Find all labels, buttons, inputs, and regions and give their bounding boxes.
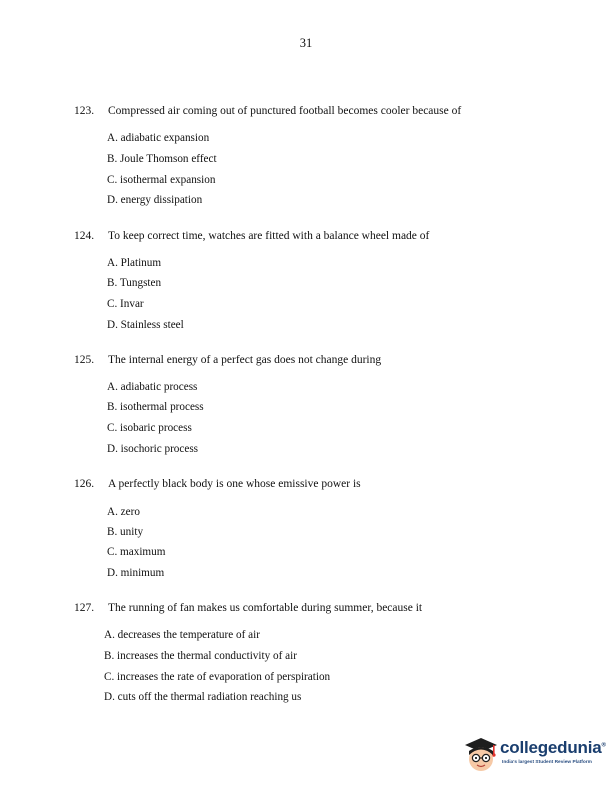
option-a: A. zero xyxy=(107,506,140,518)
option-b: B. Joule Thomson effect xyxy=(107,153,217,165)
page-number: 31 xyxy=(299,36,313,50)
question-number: 127. xyxy=(74,602,95,614)
option-c: C. isothermal expansion xyxy=(107,174,216,186)
option-d: D. minimum xyxy=(107,567,165,579)
option-d: D. isochoric process xyxy=(107,443,199,455)
logo-trademark: ® xyxy=(601,742,606,749)
option-c: C. increases the rate of evaporation of perspiration xyxy=(104,671,331,683)
option-a: A. decreases the temperature of air xyxy=(104,629,260,641)
question-number: 125. xyxy=(74,354,95,366)
question-number: 126. xyxy=(74,478,95,490)
question-number: 124. xyxy=(74,230,95,242)
question-text: To keep correct time, watches are fitted with a balance wheel made of xyxy=(108,230,430,242)
collegedunia-logo xyxy=(462,735,606,780)
option-c: C. isobaric process xyxy=(107,422,192,434)
question-text: The internal energy of a perfect gas does not change during xyxy=(108,354,382,366)
question-text: Compressed air coming out of punctured football becomes cooler because of xyxy=(108,105,462,117)
option-d: D. Stainless steel xyxy=(107,319,184,331)
option-b: B. Tungsten xyxy=(107,277,162,289)
logo-tagline: India's largest Student Review Platform xyxy=(502,760,592,765)
option-c: C. maximum xyxy=(107,546,166,558)
option-d: D. cuts off the thermal radiation reaching us xyxy=(104,691,302,703)
option-d: D. energy dissipation xyxy=(107,194,203,206)
question-number: 123. xyxy=(74,105,95,117)
question-text: The running of fan makes us comfortable during summer, because it xyxy=(108,602,423,614)
mascot-icon xyxy=(462,735,500,775)
option-a: A. adiabatic process xyxy=(107,381,198,393)
logo-wordmark xyxy=(500,738,606,758)
option-b: B. unity xyxy=(107,526,144,538)
option-c: C. Invar xyxy=(107,298,144,310)
question-text: A perfectly black body is one whose emissive power is xyxy=(108,478,361,490)
option-a: A. adiabatic expansion xyxy=(107,132,210,144)
option-b: B. increases the thermal conductivity of air xyxy=(104,650,297,662)
option-b: B. isothermal process xyxy=(107,401,204,413)
logo-name-text: collegedunia xyxy=(500,738,602,757)
option-a: A. Platinum xyxy=(107,257,162,269)
